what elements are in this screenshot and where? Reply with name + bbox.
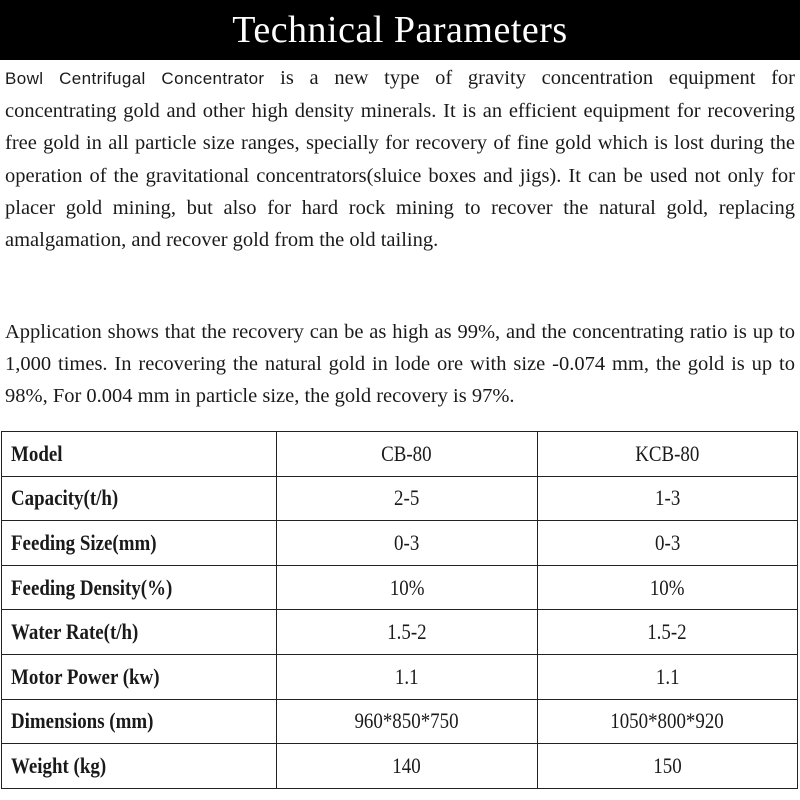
spec-table	[1, 431, 798, 789]
cell-cb80: 960*850*750	[277, 699, 538, 744]
row-label: Feeding Density(%)	[2, 565, 277, 610]
table-row-capacity	[2, 476, 798, 521]
cell-cb80: 1.5-2	[277, 610, 538, 655]
page-title: Technical Parameters	[0, 0, 800, 60]
row-label: Dimensions (mm)	[2, 699, 277, 744]
cell-cb80: 1.1	[277, 654, 538, 699]
table-row-motor-power	[2, 654, 798, 699]
intro-paragraph	[5, 62, 795, 256]
product-name: Bowl Centrifugal Concentrator	[5, 69, 265, 88]
cell-kcb80: 150	[537, 744, 798, 789]
cell-kcb80: 1.5-2	[537, 610, 798, 655]
table-row-feeding-density	[2, 565, 798, 610]
cell-cb80: 10%	[277, 565, 538, 610]
row-label: Motor Power (kw)	[2, 654, 277, 699]
cell-kcb80: 1050*800*920	[537, 699, 798, 744]
table-row-water-rate	[2, 610, 798, 655]
application-paragraph: Application shows that the recovery can be as high as 99%, and the concentrating ratio is up to 1,000 times. In recovering the natural gold in lode ore with size -0.074 mm, the gold is up to 98%, For 0.004 mm in particle size, the gold recovery is 97%.	[5, 321, 795, 408]
row-label: Water Rate(t/h)	[2, 610, 277, 655]
cell-cb80: 2-5	[277, 476, 538, 521]
table-row-feeding-size	[2, 521, 798, 566]
intro-text: is a new type of gravity concentration equipment for concentrating gold and other high density minerals. It is an efficient equipment for recovering free gold in all particle size ranges, specially for recovery of fine gold which is lost during the operation of the gravitational concentrators(sluice boxes and jigs). It can be used not only for placer gold mining, but also for hard rock mining to recover the natural gold, replacing amalgamation, and recover gold from the old tailing.	[5, 67, 795, 252]
cell-cb80: CB-80	[277, 432, 538, 477]
cell-cb80: 0-3	[277, 521, 538, 566]
row-label: Weight (kg)	[2, 744, 277, 789]
cell-kcb80: 1-3	[537, 476, 798, 521]
row-label: Capacity(t/h)	[2, 476, 277, 521]
table-row-model	[2, 432, 798, 477]
table-row-dimensions	[2, 699, 798, 744]
cell-kcb80: 1.1	[537, 654, 798, 699]
row-label: Model	[2, 432, 277, 477]
cell-cb80: 140	[277, 744, 538, 789]
table-row-weight	[2, 744, 798, 789]
cell-kcb80: 10%	[537, 565, 798, 610]
cell-kcb80: 0-3	[537, 521, 798, 566]
row-label: Feeding Size(mm)	[2, 521, 277, 566]
cell-kcb80: KCB-80	[537, 432, 798, 477]
